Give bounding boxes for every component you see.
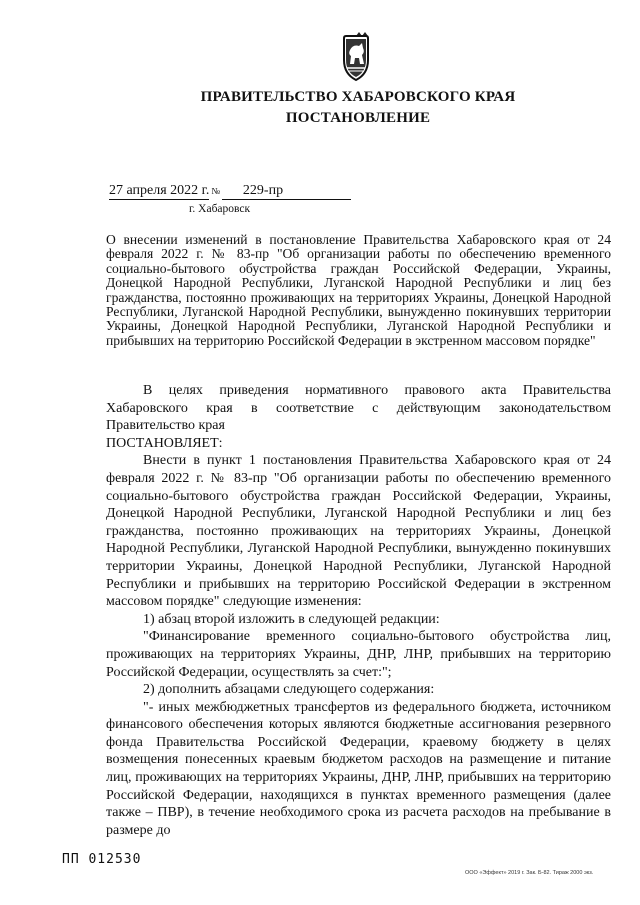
paragraph-main: Внести в пункт 1 постановления Правительства Хабаровского края от 24 февраля 2022 г. № 83-пр "Об организации работы по обеспечению временного социально-бытового обустройства граждан Российской Федерации, Украины, Донецкой Народной Республики, Луганской Народной Республики и лиц без гражданства, постоянно проживающих на территориях Украины, Донецкой Народной Республики, Луганской Народной Республики, вынужденно покинувших территории Украины, Донецкой Народной Республики, Луганской Народной Республики и прибывших на территорию Российской Федерации в экстренном массовом порядке" следующие изменения: bbox=[106, 453, 611, 610]
document-number: 229-пр bbox=[222, 183, 351, 200]
document-subject: О внесении изменений в постановление Правительства Хабаровского края от 24 февраля 2022 г. № 83-пр "Об организации работы по обеспечению временного социально-бытового обустройства граждан Российской Федерации, Украины, Донецкой Народной Республики, Луганской Народной Республики и лиц без гражданства, постоянно проживающих на территориях Украины, Донецкой Народной Республики, Луганской Народной Республики, вынужденно покинувших территории Украины, Донецкой Народной Республики, Луганской Народной Республики и прибывших на территорию Российской Федерации в экстренном массовом порядке" bbox=[106, 232, 611, 348]
document-date: 27 апреля 2022 г. bbox=[109, 183, 210, 198]
number-sign: № bbox=[211, 186, 220, 196]
form-code: ПП 012530 bbox=[62, 852, 142, 867]
intro-paragraph: В целях приведения нормативного правового акта Правительства Хабаровского края в соответствие с действующим законодательством Правительство края bbox=[106, 383, 611, 434]
coat-of-arms-icon bbox=[333, 30, 379, 82]
date-number-line bbox=[109, 183, 351, 200]
government-title: ПРАВИТЕЛЬСТВО ХАБАРОВСКОГО КРАЯ bbox=[200, 89, 516, 105]
paragraph-item-2: 2) дополнить абзацами следующего содержания: bbox=[143, 682, 435, 698]
decree-word: ПОСТАНОВЛЯЕТ: bbox=[106, 435, 223, 451]
paragraph-quote-2: "- иных межбюджетных трансфертов из федерального бюджета, источником финансового обеспечения которых являются бюджетные ассигнования резервного фонда Правительства Российской Федерации, краевому бюджету в целях возмещения понесенных краевым бюджетом расходов на размещение и питание лиц, проживающих на территориях Украины, ДНР, ЛНР, прибывших на территорию Российской Федерации, находящихся в пунктах временного размещения (далее также – ПВР), в течение необходимого срока из расчета расходов на пребывание в размере до bbox=[106, 699, 611, 838]
document-type-title: ПОСТАНОВЛЕНИЕ bbox=[285, 110, 431, 126]
print-info: ООО «Эффект» 2019 г. Зак. Б-82. Тираж 2000 экз. bbox=[465, 870, 594, 876]
city-label: г. Хабаровск bbox=[189, 203, 251, 215]
paragraph-quote-1: "Финансирование временного социально-бытового обустройства лиц, проживающих на территориях Украины, ДНР, ЛНР, прибывших на территорию Российской Федерации, осуществлять за счет:"; bbox=[106, 629, 611, 680]
document-body bbox=[106, 382, 611, 839]
paragraph-item-1: 1) абзац второй изложить в следующей редакции: bbox=[143, 611, 440, 627]
